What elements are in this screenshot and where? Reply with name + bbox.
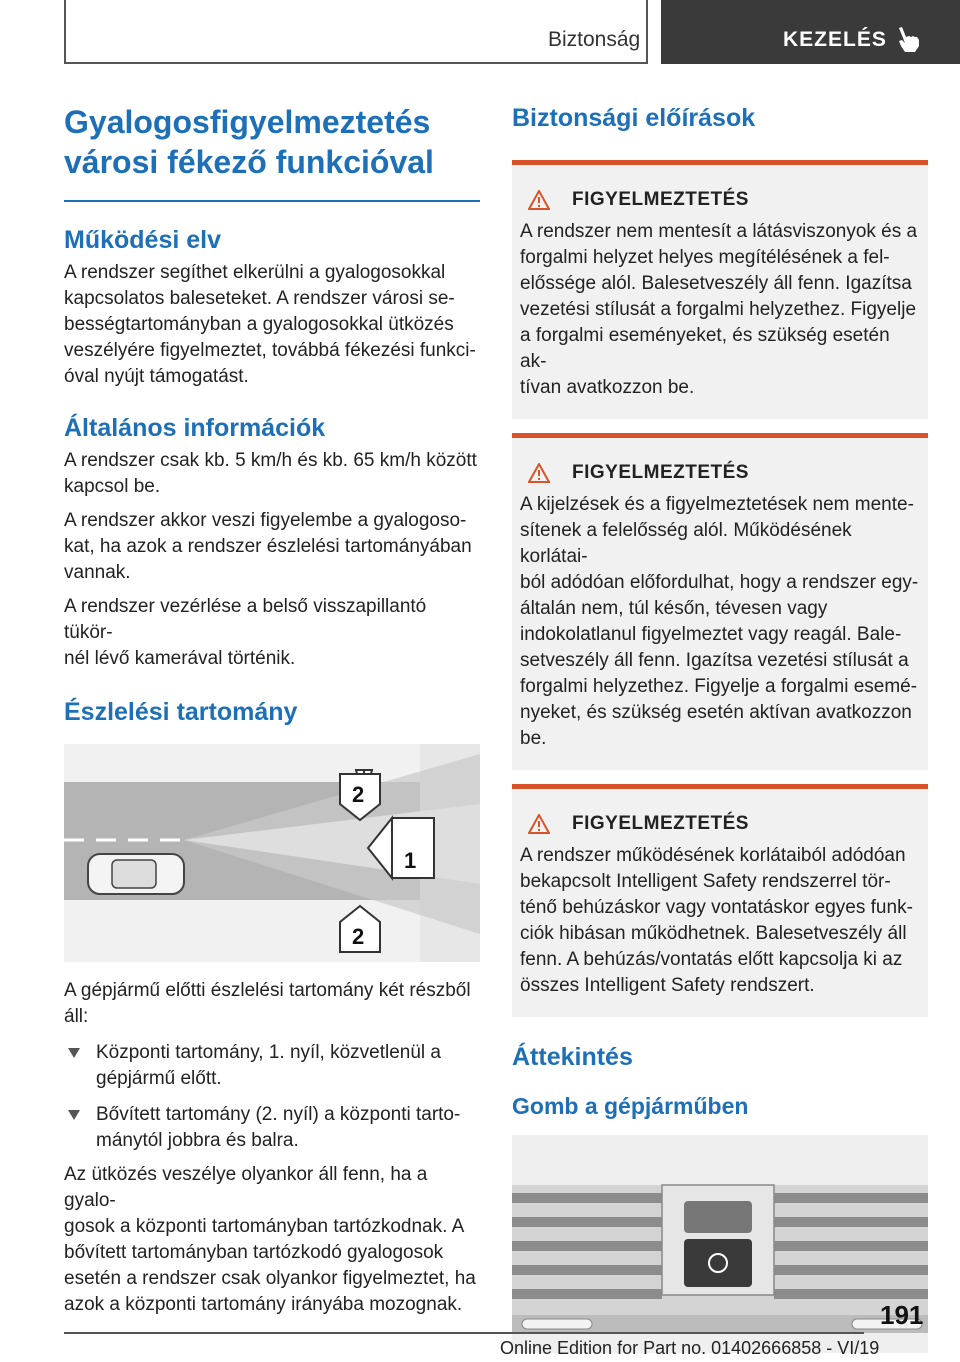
- header-chapter-tab: [661, 0, 960, 64]
- bullet-triangle-icon: [68, 1110, 80, 1120]
- page-number: 191: [880, 1300, 924, 1330]
- subheading-button-in-vehicle: Gomb a gépjárműben: [512, 1093, 749, 1119]
- header-rule-left: [64, 0, 66, 64]
- warning-box-1: [512, 160, 928, 419]
- header-rule-mid: [646, 0, 648, 64]
- bullet-center-range: Központi tartomány, 1. nyíl, közvetlenül a gépjármű előtt.: [64, 1040, 480, 1092]
- figure-label-bottom: 2: [352, 924, 365, 949]
- pointing-hand-icon: [893, 24, 923, 54]
- dashboard-vent-illustration: [512, 1135, 928, 1353]
- page-title-line-1: Gyalogosfigyelmeztetés: [64, 104, 431, 140]
- general-paragraph-1: A rendszer csak kb. 5 km/h és kb. 65 km/h között kapcsol be.: [64, 450, 477, 497]
- header-section-label: Biztonság: [548, 28, 641, 51]
- warning-triangle-icon: [528, 463, 550, 483]
- right-column: [512, 102, 928, 1353]
- section-heading-safety: Biztonsági előírások: [512, 104, 756, 132]
- principle-paragraph: A rendszer segíthet elkerülni a gyalogosokkal kapcsolatos baleseteket. A rendszer városi se- bességtartományban a gyalogosokkal ütközés veszélyére figyelmeztet, továbbá fékezési funkci- óval nyújt támogatást.: [64, 262, 476, 387]
- detection-range-illustration: [64, 744, 480, 962]
- page-title: [64, 102, 480, 182]
- section-heading-overview: Áttekintés: [512, 1043, 633, 1071]
- warning-text-2: A kijelzések és a figyelmeztetések nem mente- sítenek a felelősség alól. Működésének korlátai- ból adódóan előfordulhat, hogy a rendszer egy- általán nem, túl későn, tévesen vagy indokolatlanul figyelmeztet vagy reagál. Bale- setveszély áll fenn. Igazítsa vezetési stílusát a forgalmi helyzethez. Figyelje a forgalmi esemé- nyeket, és szükség esetén aktívan avatkozzon be.: [520, 494, 919, 749]
- warning-text-3: A rendszer működésének korlátaiból adódóan bekapcsolt Intelligent Safety rendszerrel tör- ténő behúzáskor vagy vontatáskor egyes funk- ciók hibásan működhetnek. Balesetveszély áll fenn. A behúzás/vontatás előtt kapcsolja ki az összes Intelligent Safety rendszert.: [520, 845, 913, 996]
- warning-triangle-icon: [528, 190, 550, 210]
- warning-text-1: A rendszer nem mentesít a látásviszonyok és a forgalmi helyzet helyes megítélésének a fel- előssége alól. Balesetveszély áll fenn. Igazítsa vezetési stílusát a forgalmi helyzethez. Figyelje a forgalmi eseményeket, és szükség esetén ak- tívan avatkozzon be.: [520, 221, 918, 398]
- figure-label-top: 2: [352, 782, 365, 807]
- detection-range-figure: [64, 744, 480, 962]
- bullet-triangle-icon: [68, 1048, 80, 1058]
- footer-rule: [64, 1332, 864, 1334]
- warning-title-2: FIGYELMEZTETÉS: [528, 462, 920, 484]
- bullet-extended-range: Bővített tartomány (2. nyíl) a központi tarto- mánytól jobbra és balra.: [64, 1102, 480, 1154]
- general-paragraph-2: A rendszer akkor veszi figyelembe a gyalogoso- kat, ha azok a rendszer észlelési tartományában vannak.: [64, 510, 472, 583]
- header-chapter-label: KEZELÉS: [783, 28, 887, 51]
- header-rule-bottom: [64, 62, 648, 64]
- section-heading-general: Általános információk: [64, 414, 326, 442]
- warning-title-1: FIGYELMEZTETÉS: [528, 189, 920, 211]
- footer-edition: Online Edition for Part no. 01402666858 - VI/19: [500, 1338, 880, 1358]
- page-title-line-2: városi fékező funkcióval: [64, 144, 434, 180]
- detection-paragraph-1: A gépjármű előtti észlelési tartomány két részből áll:: [64, 980, 471, 1027]
- general-paragraph-3: A rendszer vezérlése a belső visszapillantó tükör- nél lévő kamerával történik.: [64, 596, 427, 669]
- left-column: [64, 102, 480, 1318]
- warning-title-3: FIGYELMEZTETÉS: [528, 813, 920, 835]
- warning-triangle-icon: [528, 814, 550, 834]
- detection-paragraph-2: Az ütközés veszélye olyankor áll fenn, ha a gyalo- gosok a központi tartományban tartózkodnak. A bővített tartományban tartózkodó gyalogosok esetén a rendszer csak olyankor figyelmeztet, ha azok a központi tartomány irányába mozognak.: [64, 1164, 476, 1315]
- button-location-figure: [512, 1135, 928, 1353]
- section-heading-principle: Működési elv: [64, 226, 221, 254]
- title-rule: [64, 200, 480, 202]
- intelligent-safety-button[interactable]: [684, 1239, 752, 1287]
- warning-box-3: [512, 784, 928, 1017]
- section-heading-detection: Észlelési tartomány: [64, 698, 298, 726]
- car-icon: [88, 854, 184, 894]
- figure-label-center: 1: [404, 848, 417, 873]
- warning-box-2: [512, 433, 928, 770]
